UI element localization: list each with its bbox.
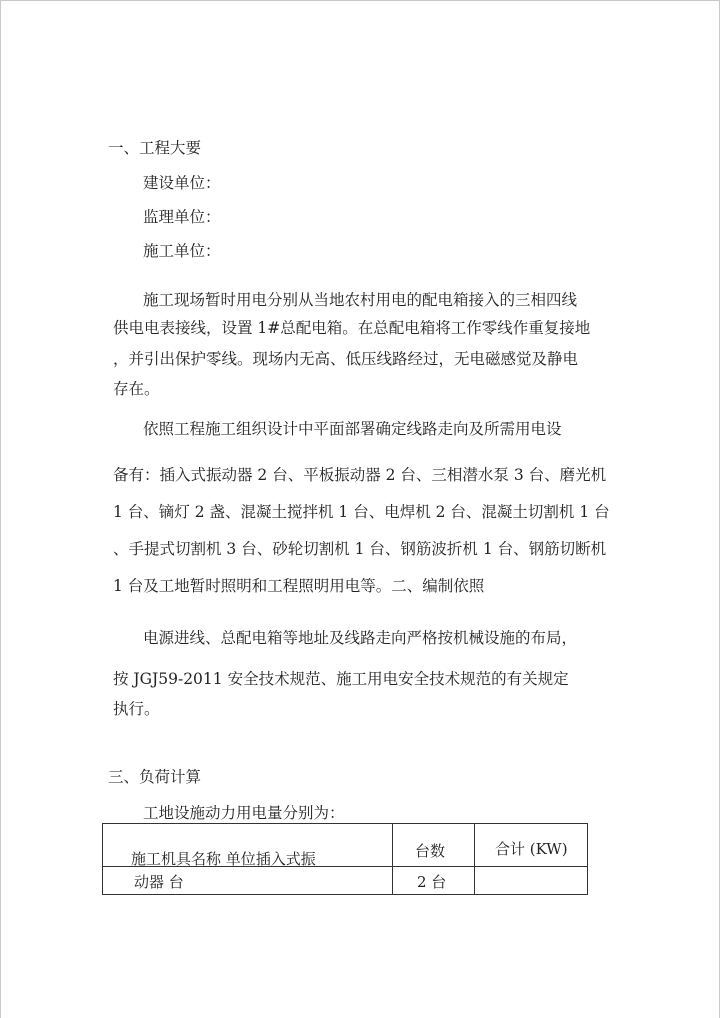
table-cell-name [103,824,393,867]
para3-line3: 执行。 [113,700,160,718]
page-border-top [0,0,720,1]
para2-line1: 依照工程施工组织设计中平面部署确定线路走向及所需用电设 [143,420,562,438]
supervise-unit-label: 监理单位： [143,208,221,226]
para1-line1: 施工现场暂时用电分别从当地农村用电的配电箱接入的三相四线 [143,291,578,309]
construct-unit-label: 施工单位： [143,242,221,260]
para2-line2: 备有：插入式振动器 2 台、平板振动器 2 台、三相潜水泵 3 台、磨光机 [113,466,607,484]
table-row [103,867,588,895]
section-heading-overview: 一、工程大要 [108,139,202,157]
table-cell-total [475,867,588,895]
para2-line5: 1 台及工地暂时照明和工程照明用电等。二、编制依照 [113,577,485,595]
build-unit-label: 建设单位： [143,174,221,192]
table-cell-count-header [393,824,475,867]
para1-line2: 供电电表接线，设置 1#总配电箱。在总配电箱将工作零线作重复接地 [113,319,591,337]
para2-line4: 、手提式切割机 3 台、砂轮切割机 1 台、钢筋波折机 1 台、钢筋切断机 [113,540,607,558]
table-cell-name [103,867,393,895]
load-intro: 工地设施动力用电量分别为： [143,804,345,822]
load-table [102,823,588,895]
para1-line3: ，并引出保护零线。现场内无高、低压线路经过，无电磁感觉及静电 [113,350,579,368]
para3-line1: 电源进线、总配电箱等地址及线路走向严格按机械设施的布局， [143,629,578,647]
header-name-line1: 施工机具名称 单位插入式振 [131,850,316,868]
para1-line4: 存在。 [113,380,160,398]
row1-count: 2 台 [417,873,447,891]
table-cell-total-header [475,824,588,867]
section-heading-load: 三、负荷计算 [108,768,202,786]
page-border-left [0,0,1,1018]
header-total: 合计 (KW) [495,840,568,858]
para3-line2: 按 JGJ59-2011 安全技术规范、施工用电安全技术规范的有关规定 [113,670,569,688]
table-row [103,824,588,867]
header-count: 台数 [415,842,446,860]
table-cell-count [393,867,475,895]
header-name-line2: 动器 台 [134,873,184,891]
para2-line3: 1 台、镝灯 2 盏、混凝土搅拌机 1 台、电焊机 2 台、混凝土切割机 1 台 [113,503,610,521]
